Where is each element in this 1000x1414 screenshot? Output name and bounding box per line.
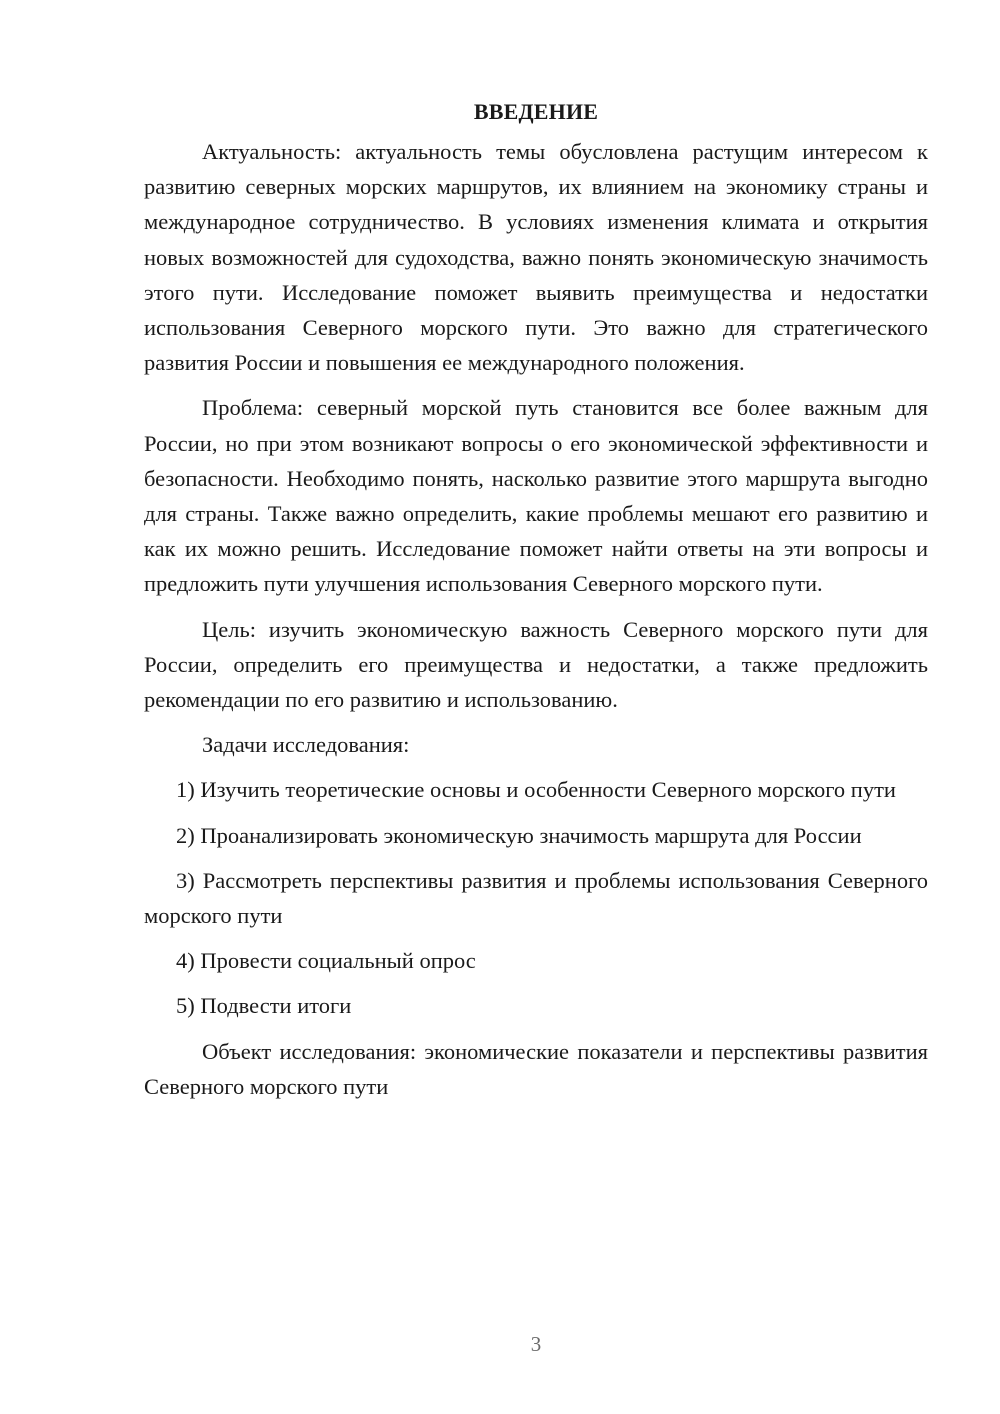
page-content [144,94,928,1114]
section-title: ВВЕДЕНИЕ [473,99,599,124]
relevance-paragraph: Актуальность: актуальность темы обусловлена растущим интересом к развитию северных морских маршрутов, их влиянием на экономику страны и международное сотрудничество. В условиях изменения климата и открытия новых возможностей для судоходства, важно понять экономическую значимость этого пути. Исследование поможет выявить преимущества и недостатки использования Северного морского пути. Это важно для стратегического развития России и повышения ее международного положения. [144,139,928,376]
page-number: 3 [530,1332,542,1356]
object-paragraph: Объект исследования: экономические показатели и перспективы развития Северного морского пути [144,1038,928,1099]
task-item: 2) Проанализировать экономическую значимость маршрута для России [176,822,862,848]
problem-paragraph: Проблема: северный морской путь становится все более важным для России, но при этом возникают вопросы о его экономической эффективности и безопасности. Необходимо понять, насколько развитие этого маршрута выгодно для страны. Также важно определить, какие проблемы мешают его развитию и как их можно решить. Исследование поможет найти ответы на эти вопросы и предложить пути улучшения использования Северного морского пути. [144,395,928,597]
task-item: 4) Провести социальный опрос [176,948,476,974]
task-item: 5) Подвести итоги [176,993,352,1019]
goal-paragraph: Цель: изучить экономическую важность Северного морского пути для России, определить его преимущества и недостатки, а также предложить рекомендации по его развитию и использованию. [144,616,928,713]
page-number-container [144,1332,928,1357]
tasks-heading: Задачи исследования: [202,732,410,758]
task-item: 3) Рассмотреть перспективы развития и проблемы использования Северного морского пути [144,867,928,929]
task-item: 1) Изучить теоретические основы и особенности Северного морского пути [176,777,896,803]
